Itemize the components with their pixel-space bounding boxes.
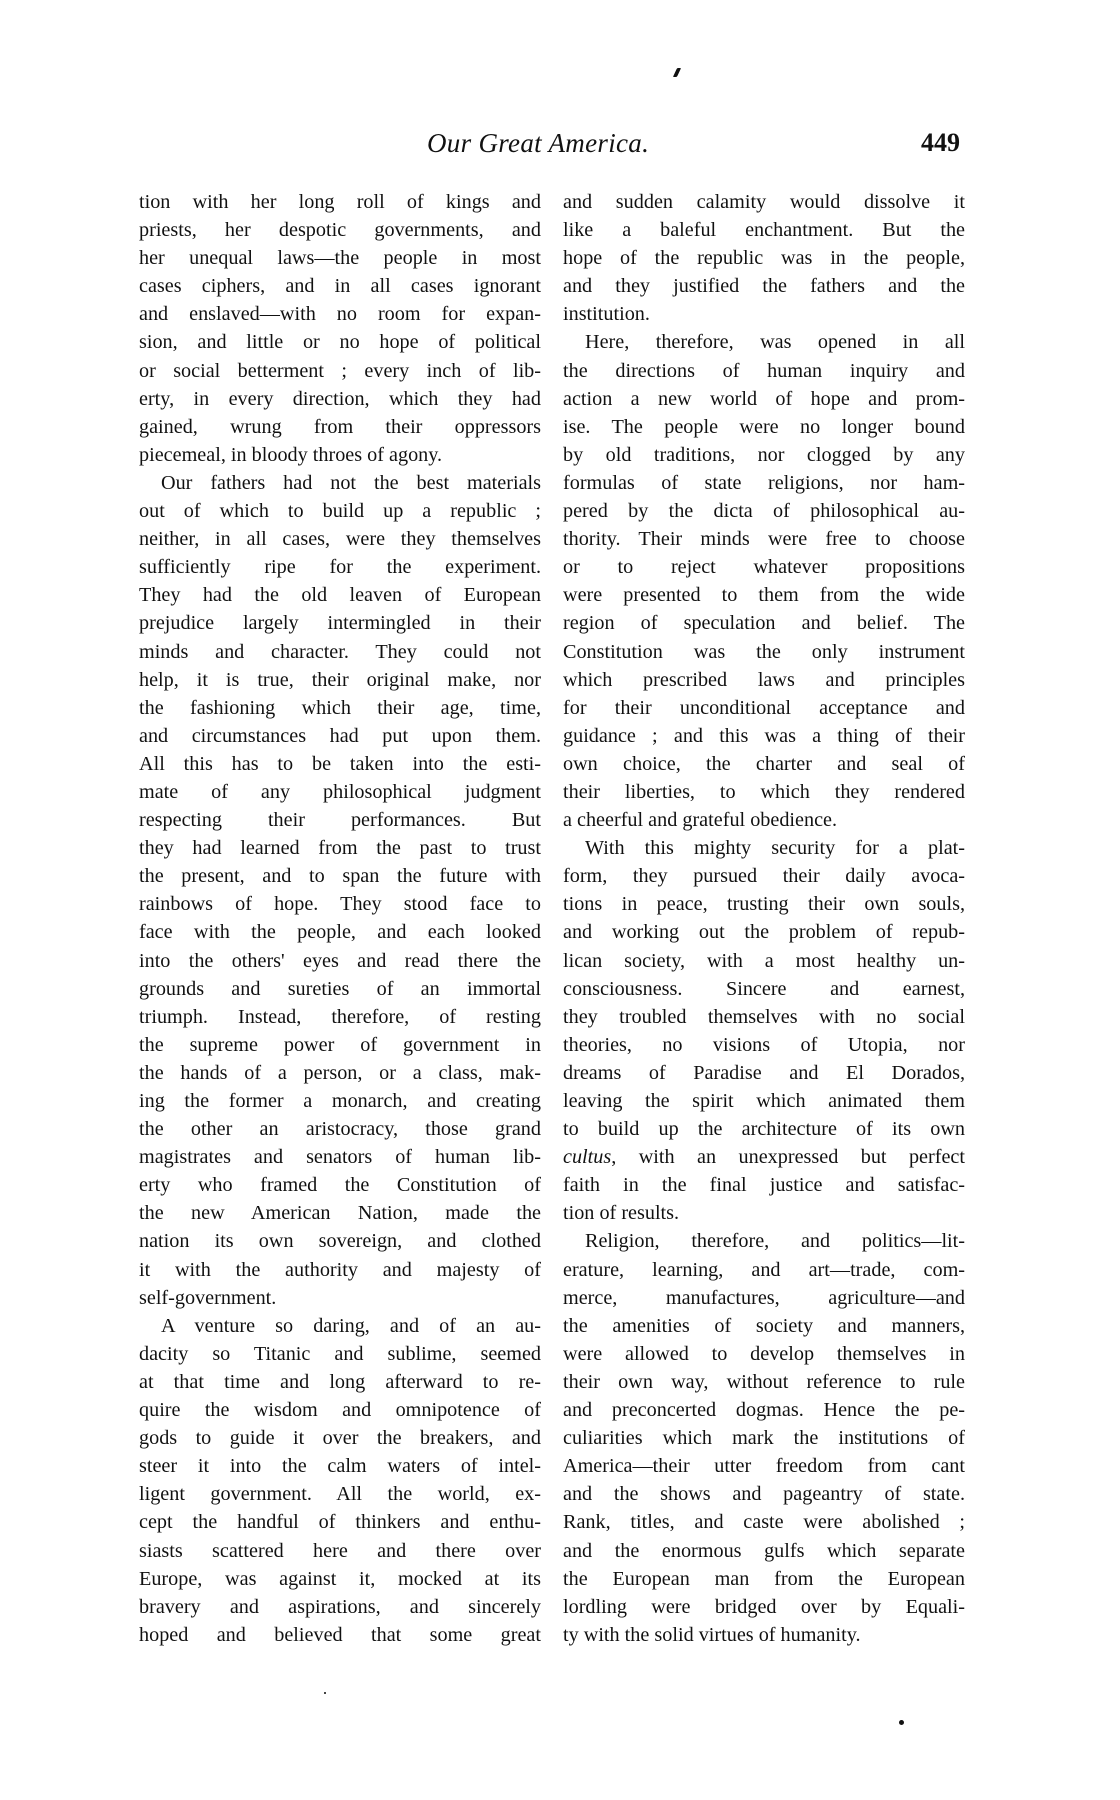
text-line: their liberties, to which they rendered xyxy=(563,780,965,803)
text-line: ing the former a monarch, and creating xyxy=(139,1090,541,1112)
text-line: respecting their performances. But xyxy=(139,809,541,832)
text-line: the fashioning which their age, time, xyxy=(139,696,541,719)
text-line: into the others' eyes and read there the xyxy=(139,949,541,972)
text-line: and the enormous gulfs which separate xyxy=(563,1539,965,1562)
ink-mark-top xyxy=(673,68,681,77)
text-line: her unequal laws—the people in most xyxy=(139,247,541,270)
text-line: lordling were bridged over by Equali- xyxy=(563,1595,965,1618)
text-line: and circumstances had put upon them. xyxy=(139,724,541,747)
text-line: Religion, therefore, and politics—lit- xyxy=(585,1230,965,1253)
page-number: 449 xyxy=(921,128,960,157)
text-line: dacity so Titanic and sublime, seemed xyxy=(139,1342,541,1365)
ink-dot-bottom xyxy=(899,1720,904,1725)
text-line: and sudden calamity would dissolve it xyxy=(563,191,965,213)
text-line: siasts scattered here and there over xyxy=(139,1539,541,1562)
text-line: leaving the spirit which animated them xyxy=(563,1090,965,1112)
text-line: for their unconditional acceptance and xyxy=(563,696,965,719)
text-line: quire the wisdom and omnipotence of xyxy=(139,1399,541,1422)
text-line: merce, manufactures, agriculture—and xyxy=(563,1286,965,1309)
text-line: tion of results. xyxy=(563,1202,680,1225)
text-line: cases ciphers, and in all cases ignorant xyxy=(139,275,541,298)
text-line: consciousness. Sincere and earnest, xyxy=(563,977,965,1000)
text-line: pered by the dicta of philosophical au- xyxy=(563,500,965,523)
text-line: and working out the problem of repub- xyxy=(563,921,965,944)
text-line: and enslaved—with no room for expan- xyxy=(139,303,541,326)
ink-speck xyxy=(324,1692,326,1694)
text-line: own choice, the charter and seal of xyxy=(563,752,965,775)
text-line: erature, learning, and art—trade, com- xyxy=(563,1258,965,1281)
text-line: they had learned from the past to trust xyxy=(139,837,541,860)
text-line: and the shows and pageantry of state. xyxy=(563,1483,965,1506)
text-line: or social betterment ; every inch of lib- xyxy=(139,359,541,382)
text-line: face with the people, and each looked xyxy=(139,921,541,944)
text-line: erty, in every direction, which they had xyxy=(139,387,541,410)
italic-word: cultus xyxy=(563,1146,612,1169)
text-line: their own way, without reference to rule xyxy=(563,1370,965,1393)
text-line: ty with the solid virtues of humanity. xyxy=(563,1623,861,1646)
text-line: tion with her long roll of kings and xyxy=(139,191,541,213)
text-line: cultus, with an unexpressed but perfect xyxy=(563,1146,965,1169)
text-line: guidance ; and this was a thing of their xyxy=(563,724,965,747)
text-line: ise. The people were no longer bound xyxy=(563,415,965,438)
text-line: piecemeal, in bloody throes of agony. xyxy=(139,443,443,466)
text-line: priests, her despotic governments, and xyxy=(139,219,541,242)
text-line: bravery and aspirations, and sincerely xyxy=(139,1595,541,1618)
text-line: mate of any philosophical judgment xyxy=(139,780,541,803)
text-line: institution. xyxy=(563,303,650,326)
text-line: faith in the final justice and satisfac- xyxy=(563,1174,965,1197)
text-line: nation its own sovereign, and clothed xyxy=(139,1230,541,1253)
text-line: culiarities which mark the institutions of xyxy=(563,1427,965,1450)
text-line: With this mighty security for a plat- xyxy=(585,837,965,860)
text-line: to build up the architecture of its own xyxy=(563,1118,965,1141)
text-line: gained, wrung from their oppressors xyxy=(139,415,541,438)
text-line: thority. Their minds were free to choose xyxy=(563,528,965,551)
text-line: Rank, titles, and caste were abolished ; xyxy=(563,1511,965,1534)
text-line: sufficiently ripe for the experiment. xyxy=(139,556,541,579)
text-line: hope of the republic was in the people, xyxy=(563,247,965,270)
text-line: magistrates and senators of human lib- xyxy=(139,1146,541,1169)
text-line: and preconcerted dogmas. Hence the pe- xyxy=(563,1399,965,1422)
text-line: dreams of Paradise and El Dorados, xyxy=(563,1061,965,1084)
text-line: rainbows of hope. They stood face to xyxy=(139,893,541,916)
text-line: gods to guide it over the breakers, and xyxy=(139,1427,541,1450)
text-line: triumph. Instead, therefore, of resting xyxy=(139,1005,541,1028)
text-line: formulas of state religions, nor ham- xyxy=(563,471,965,494)
text-line: and they justified the fathers and the xyxy=(563,275,965,298)
text-line: Europe, was against it, mocked at its xyxy=(139,1567,541,1590)
text-line: at that time and long afterward to re- xyxy=(139,1370,541,1393)
text-line: by old traditions, nor clogged by any xyxy=(563,443,965,466)
text-line: the supreme power of government in xyxy=(139,1033,541,1056)
text-line: tions in peace, trusting their own souls, xyxy=(563,893,965,916)
text-line: were presented to them from the wide xyxy=(563,584,965,607)
text-line: the present, and to span the future with xyxy=(139,865,541,888)
text-line: which prescribed laws and principles xyxy=(563,668,965,691)
text-line: erty who framed the Constitution of xyxy=(139,1174,541,1197)
text-line: the directions of human inquiry and xyxy=(563,359,965,382)
text-line: the amenities of society and manners, xyxy=(563,1314,965,1337)
text-line: the hands of a person, or a class, mak- xyxy=(139,1061,541,1084)
text-line: grounds and sureties of an immortal xyxy=(139,977,541,1000)
text-line: hoped and believed that some great xyxy=(139,1623,541,1646)
text-line: cept the handful of thinkers and enthu- xyxy=(139,1511,541,1534)
text-line: theories, no visions of Utopia, nor xyxy=(563,1033,965,1056)
text-line: action a new world of hope and prom- xyxy=(563,387,965,410)
text-line: self-government. xyxy=(139,1286,277,1309)
text-column-left xyxy=(139,188,541,1649)
text-line: prejudice largely intermingled in their xyxy=(139,612,541,635)
text-column-right xyxy=(563,188,965,1649)
text-line: the new American Nation, made the xyxy=(139,1202,541,1225)
text-line: a cheerful and grateful obedience. xyxy=(563,809,838,832)
text-line: steer it into the calm waters of intel- xyxy=(139,1455,541,1478)
text-line: region of speculation and belief. The xyxy=(563,612,965,635)
text-line: like a baleful enchantment. But the xyxy=(563,219,965,242)
text-line: Here, therefore, was opened in all xyxy=(585,331,965,354)
text-line: lican society, with a most healthy un- xyxy=(563,949,965,972)
text-line: were allowed to develop themselves in xyxy=(563,1342,965,1365)
text-line: sion, and little or no hope of political xyxy=(139,331,541,354)
text-line: ligent government. All the world, ex- xyxy=(139,1483,541,1506)
text-line: Our fathers had not the best materials xyxy=(161,471,541,494)
text-line: A venture so daring, and of an au- xyxy=(161,1314,541,1337)
text-line: or to reject whatever propositions xyxy=(563,556,965,579)
text-line: neither, in all cases, were they themselves xyxy=(139,528,541,551)
text-line: minds and character. They could not xyxy=(139,640,541,663)
text-line: help, it is true, their original make, nor xyxy=(139,668,541,691)
text-line: out of which to build up a republic ; xyxy=(139,500,541,523)
text-line: America—their utter freedom from cant xyxy=(563,1455,965,1478)
text-line: All this has to be taken into the esti- xyxy=(139,752,541,775)
text-line: the other an aristocracy, those grand xyxy=(139,1118,541,1141)
text-line: Constitution was the only instrument xyxy=(563,640,965,663)
text-line: form, they pursued their daily avoca- xyxy=(563,865,965,888)
text-line: They had the old leaven of European xyxy=(139,584,541,607)
running-title: Our Great America. xyxy=(427,128,650,158)
text-line: they troubled themselves with no social xyxy=(563,1005,965,1028)
text-line: it with the authority and majesty of xyxy=(139,1258,541,1281)
text-line: the European man from the European xyxy=(563,1567,965,1590)
